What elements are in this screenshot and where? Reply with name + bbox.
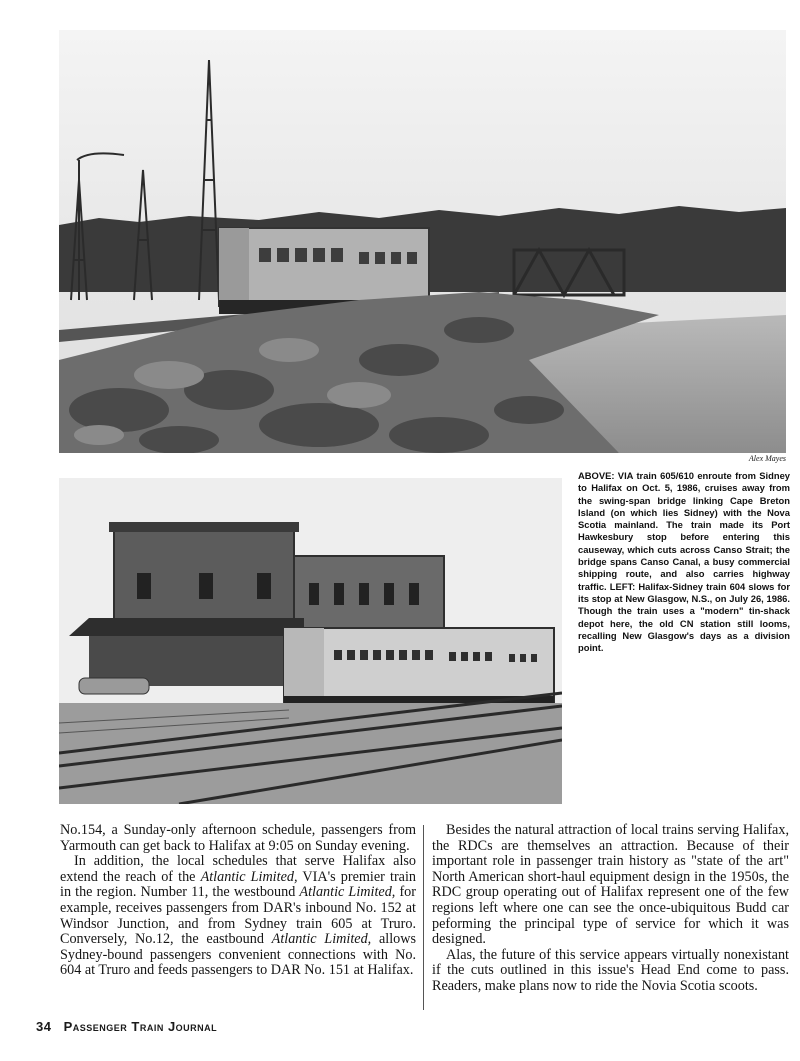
text-run: allows Sydney-bound passengers convenient connections with No. 604 at Truro and feeds passengers to DAR No. 151 at Halifax.	[60, 931, 416, 979]
article-paragraph: No.154, a Sunday-only afternoon schedule, passengers from Yarmouth can get back to Halifax at 9:05 on Sunday evening.	[60, 822, 416, 854]
page-number: 34	[36, 1019, 52, 1034]
photo-new-glasgow-station	[59, 478, 562, 804]
train-name: Atlantic Limited,	[299, 884, 396, 901]
text-run: for example, receives passengers from DAR's inbound No. 152 at Windsor Junction, and from Sydney train 605 at Truro. Conversely, No.12, the eastbound	[60, 884, 416, 948]
train-name: Atlantic Limited,	[271, 931, 372, 948]
article-paragraph: Alas, the future of this service appears virtually nonexistant if the cuts outlined in this issue's Head End come to pass. Readers, make plans now to ride the Novia Scotia scoots.	[432, 946, 789, 994]
article-column-left	[60, 823, 416, 979]
photo-credit: Alex Mayes	[748, 454, 786, 463]
train-name: Atlantic Limited,	[200, 868, 298, 885]
column-divider	[423, 825, 424, 1010]
publication-title: Passenger Train Journal	[63, 1019, 218, 1034]
text-run: In addition, the local schedules that serve Halifax also extend the reach of the	[60, 853, 416, 885]
article-column-right	[432, 823, 789, 995]
photo-caption: ABOVE: VIA train 605/610 enroute from Sidney to Halifax on Oct. 5, 1986, cruises away from the swing-span bridge linking Cape Breton Island (on which lies Sidney) with the Nova Scotia mainland. The train made its Port Hawkesbury stop before entering this causeway, which cuts across Canso Strait; the bridge spans Canso Canal, a busy commercial shipping route, and also carries highway traffic. LEFT: Halifax-Sidney train 604 slows for its stop at New Glasgow, N.S., on July 26, 1986. Though the train uses a "modern" tin-shack depot here, the old CN station still looms, recalling New Glasgow's days as a division point.	[578, 470, 790, 654]
photo-causeway-train	[59, 30, 786, 453]
page-footer	[36, 1019, 217, 1034]
article-paragraph	[60, 854, 416, 979]
article-paragraph: Besides the natural attraction of local trains serving Halifax, the RDCs are themselves an attraction. Because of their important role in passenger train history as "state of the art" North American short-haul equipment design in the 1950s, the RDC group operating out of Halifax represent one of the few regions left where one can see the once-ubiquitous Budd car peforming the principal type of service for which it was designed.	[432, 822, 789, 948]
text-run: VIA's premier train in the region. Number 11, the westbound	[60, 868, 416, 901]
